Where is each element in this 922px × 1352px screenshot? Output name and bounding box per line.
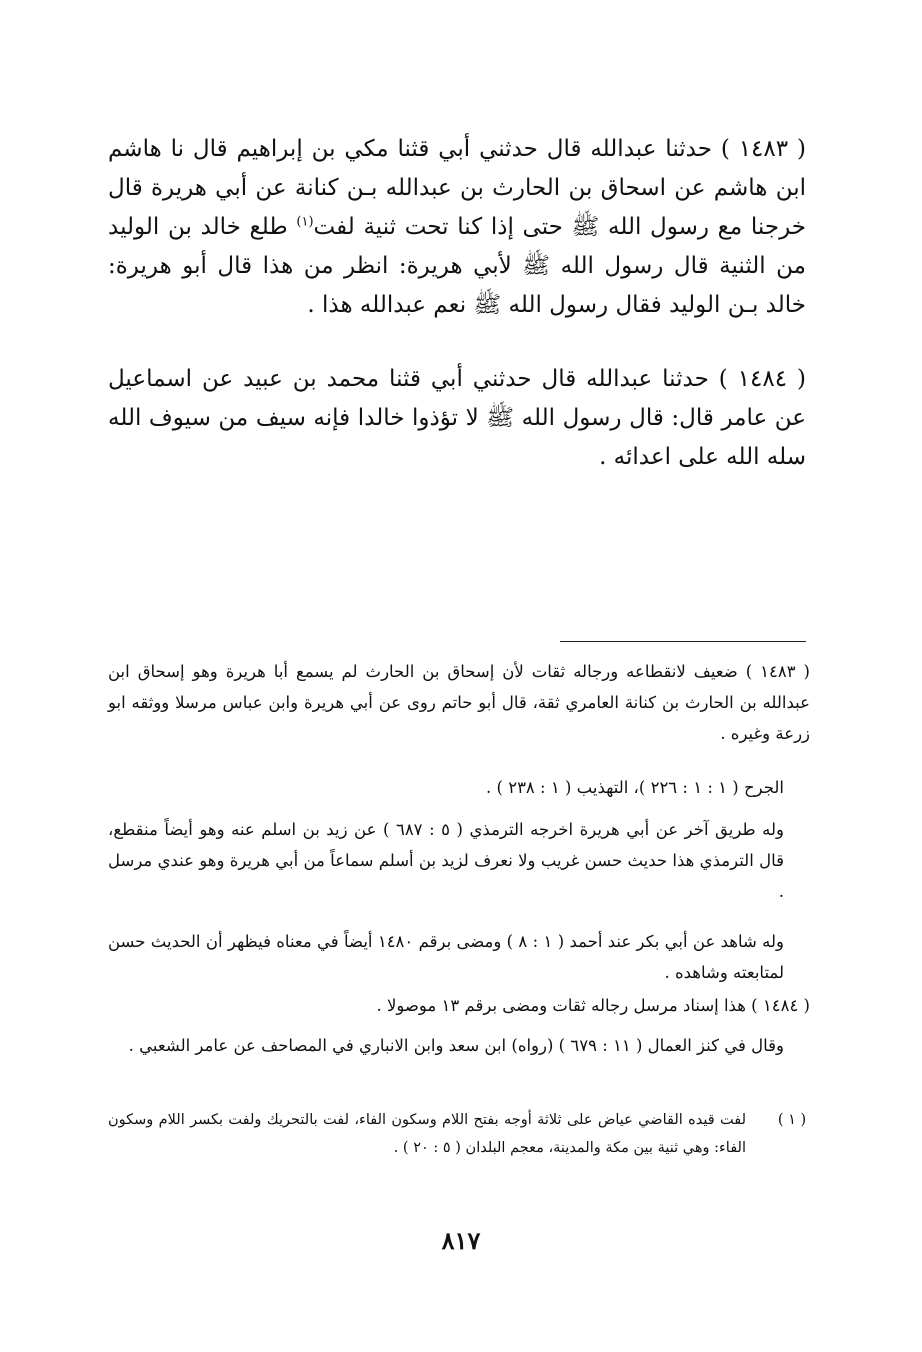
hadith-number: ( ١٤٨٤ ) — [718, 366, 806, 392]
footnote-text: لفت قيده القاضي عياض على ثلاثة أوجه بفتح اللام وسكون الفاء، لفت بالتحريك ولفت بكسر اللام وسكون الفاء: وهي ثنية بين مكة والمدينة، معجم البلدان ( ٥ : ٢٠ ) . — [108, 1112, 746, 1156]
notes-divider — [560, 641, 806, 642]
hadith-text-part2: طلع خالد بن الوليد من الثنية قال رسول الله ﷺ لأبي هريرة: انظر من هذا قال أبو هريرة: خالد بـن الوليد فقال رسول الله ﷺ نعم عبدالله هذا . — [108, 214, 806, 318]
footnote-reference: (١) — [296, 214, 314, 230]
note-jarh-reference: الجرح ( ١ : ١ : ٢٢٦ )، التهذيب ( ١ : ٢٣٨ ) . — [486, 778, 784, 797]
hadith-1483 — [108, 130, 806, 325]
footnote — [108, 1106, 810, 1162]
note-kanz-al-ummal: وقال في كنز العمال ( ١١ : ٦٧٩ ) (رواه) ابن سعد وابن الانباري في المصاحف عن عامر الشعبي . — [128, 1036, 784, 1055]
hadith-1484 — [108, 360, 806, 477]
note-supporting-witness: وله شاهد عن أبي بكر عند أحمد ( ١ : ٨ ) ومضى برقم ١٤٨٠ أيضاً في معناه فيظهر أن الحديث حسن لمتابعته وشاهده . — [108, 932, 784, 982]
footnote-mark: ( ١ ) — [777, 1112, 807, 1128]
hadith-text-part1: حدثنا عبدالله قال حدثني أبي قثنا مكي بن إبراهيم قال نا هاشم ابن هاشم عن اسحاق بن الحارث بن عبدالله بـن كنانة عن أبي هريرة قال خرجنا مع رسول الله ﷺ حتى إذا كنا تحت ثنية لفت — [108, 136, 806, 240]
hadith-number: ( ١٤٨٣ ) — [720, 136, 806, 162]
note-1483: ( ١٤٨٣ ) ضعيف لانقطاعه ورجاله ثقات لأن إسحاق بن الحارث لم يسمع أبا هريرة وهو إسحاق ابن عبدالله بن الحارث بن كنانة العامري ثقة، قال أبو حاتم روى عن أبي هريرة وابن عباس مرسلا ووثقه ابو زرعة وغيره . — [108, 662, 810, 743]
note-1484: ( ١٤٨٤ ) هذا إسناد مرسل رجاله ثقات ومضى برقم ١٣ موصولا . — [376, 996, 810, 1015]
note-other-route: وله طريق آخر عن أبي هريرة اخرجه الترمذي ( ٥ : ٦٨٧ ) عن زيد بن اسلم عنه وهو أيضاً منقطع، قال الترمذي هذا حديث حسن غريب ولا نعرف لزيد بن أسلم سماعاً من أبي هريرة وهو عندي مرسل . — [108, 820, 784, 901]
hadith-text: حدثنا عبدالله قال حدثني أبي قثنا محمد بن عبيد عن اسماعيل عن عامر قال: قال رسول الله ﷺ لا تؤذوا خالدا فإنه سيف من سيوف الله سله الله على اعدائه . — [108, 366, 806, 470]
page-number: ٨١٧ — [441, 1226, 481, 1255]
